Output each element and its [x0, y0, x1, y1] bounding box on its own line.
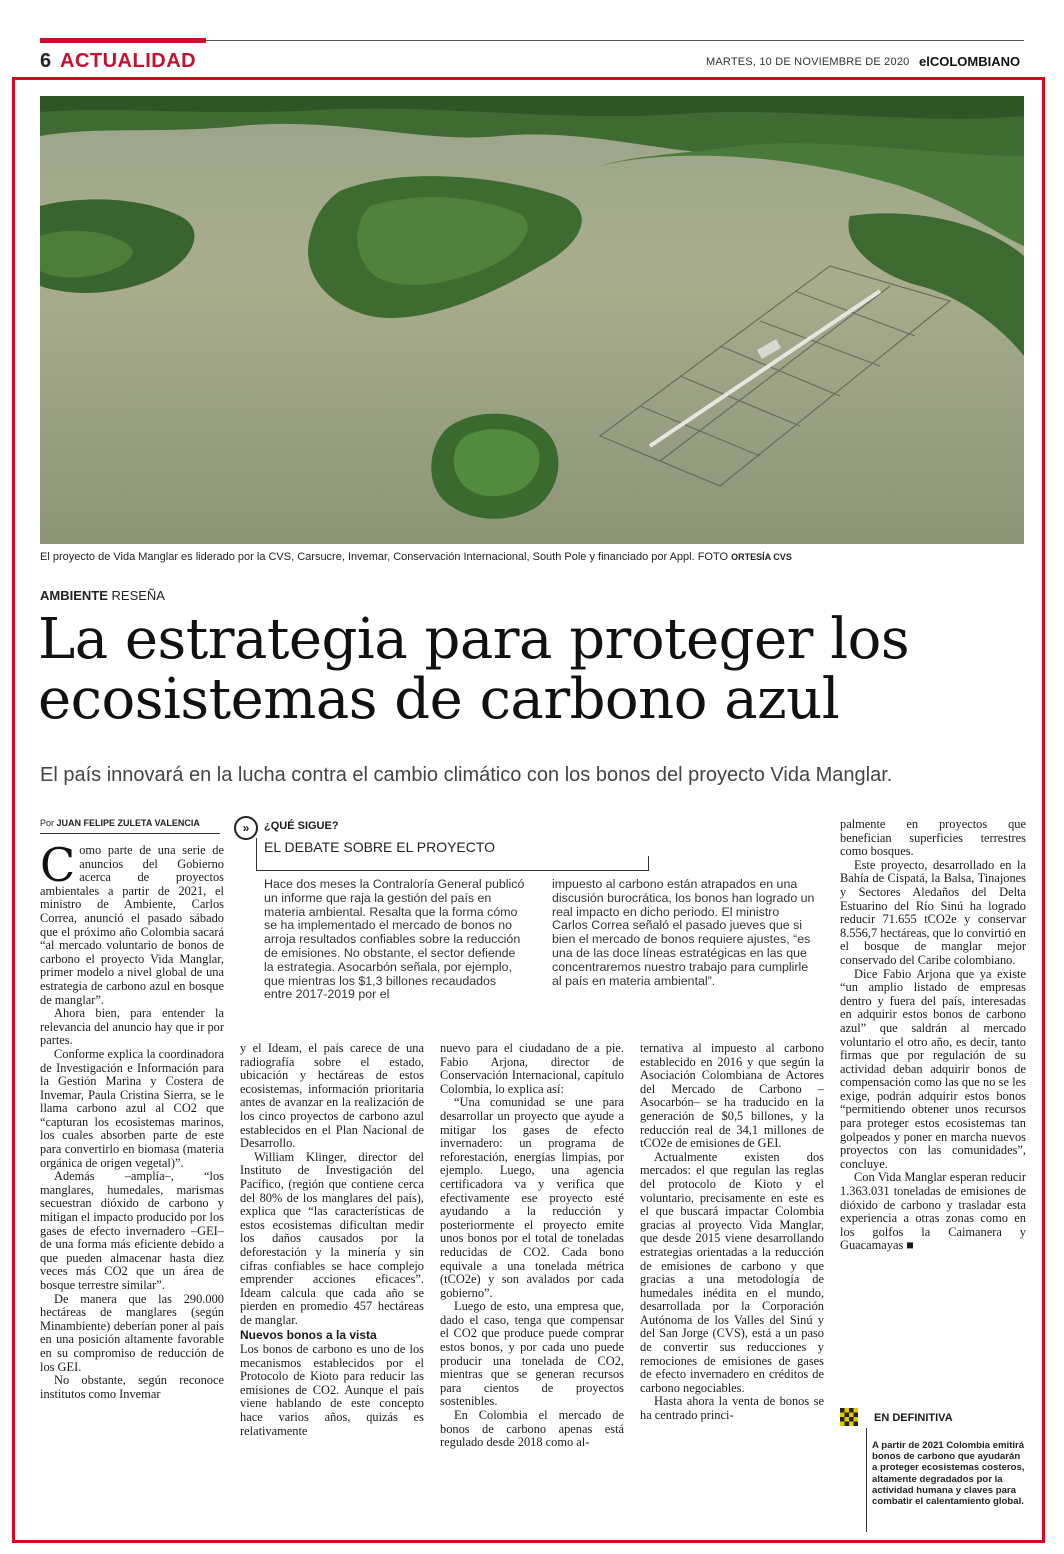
article-column-3: [440, 1042, 624, 1450]
paragraph: ternativa al impuesto al carbono establecido en 2016 y que según la Asociación Colombiana de Actores del Mercado de Carbono –Asocarbón– se ha traducido en la generación de $0,5 billones, y la reducción real de 34,1 millones de tCO2e de emisiones de GEI.: [640, 1041, 824, 1151]
photo-caption: [40, 551, 1024, 563]
article-subhead: El país innovará en la lucha contra el cambio climático con los bonos del proyecto Vida Manglar.: [40, 764, 893, 786]
page-number: 6: [40, 50, 52, 72]
section-accent-bar: [40, 38, 206, 43]
checker-icon: [840, 1408, 858, 1426]
paragraph: Ahora bien, para entender la relevancia del anuncio hay que ir por partes.: [40, 1006, 224, 1048]
publication-date: MARTES, 10 DE NOVIEMBRE DE 2020: [706, 56, 910, 68]
paragraph: No obstante, según reconoce institutos como Invemar: [40, 1373, 224, 1401]
sidebox-text-right: impuesto al carbono están atrapados en una discusión burocrática, los bonos han logrado un real impacto en dicho periodo. El ministro Carlos Correa señaló el pasado jueves que si bien el mercado de bonos requiere ajustes, “es una de las doce líneas estratégicas en las que concentraremos nuestro trabajo para cumplirle al país en materia ambiental”.: [552, 877, 815, 988]
paragraph: Actualmente existen dos mercados: el que regulan las reglas del protocolo de Kioto y el voluntario, precisamente en este es el que buscará impactar Colombia gracias al proyecto Vida Manglar, que desde 2015 viene desarrollando estrategias orientadas a la reducción de emisiones de carbono y que gracias a una metodología de humedales inédita en el mundo, desarrollada por la Corporación Autónoma de los Valles del Sinú y del San Jorge (CVS), está a un paso de convertir sus reducciones y remociones de emisiones de gases de efecto invernadero en créditos de carbono negociables.: [640, 1149, 824, 1395]
byline: [40, 818, 200, 828]
endbox-text: A partir de 2021 Colombia emitirá bonos de carbono que ayudarán a proteger ecosistemas costeros, altamente degradados por la actividad humana y claves para combatir el calentamiento global.: [872, 1440, 1025, 1508]
paragraph: Conforme explica la coordinadora de Investigación e Información para la Gestión Marina y Costera de Invemar, Paula Cristina Sierra, se le llama carbono azul al CO2 que “capturan los ecosistemas marinos, los cuales absorben parte de este para convertirlo en biomasa (materia orgánica de origen vegetal)”.: [40, 1046, 224, 1170]
paragraph: y el Ideam, el país carece de una radiografía sobre el estado, ubicación y hectáreas de estos ecosistemas, información prioritaria antes de avanzar en la realización de los cinco proyectos de carbono azul establecidos en el Plan Nacional de Desarrollo.: [240, 1041, 424, 1151]
paragraph: nuevo para el ciudadano de a pie. Fabio Arjona, director de Conservación Internacional, capítulo Colombia, lo explica así:: [440, 1041, 624, 1096]
sidebox-rule: [256, 838, 257, 870]
caption-text: El proyecto de Vida Manglar es liderado por la CVS, Carsucre, Invemar, Conservación Internacional, South Pole y financiado por Appl. FOTO: [40, 551, 732, 563]
sidebox-label: ¿QUÉ SIGUE?: [264, 820, 339, 832]
byline-rule: [40, 833, 220, 834]
sidebox-title: EL DEBATE SOBRE EL PROYECTO: [264, 839, 496, 855]
paragraph: De manera que las 290.000 hectáreas de manglares (según Minambiente) deberían poner al país en una posición altamente favorable en su compromiso de reducción de los GEI.: [40, 1291, 224, 1374]
article-kicker: [40, 588, 165, 603]
paragraph: palmente en proyectos que benefician superficies terrestres como bosques.: [840, 817, 1026, 859]
paragraph: William Klinger, director del Instituto de Investigación del Pacífico, (región que contiene cerca del 80% de los manglares del país), explica que “las características de estos ecosistemas dificultan medir los daños causados por la deforestación y la minería y sin cifras confiables se hace complejo emprender acciones eficaces”. Ideam calcula que cada año se pierden en promedio 457 hectáreas de manglar.: [240, 1149, 424, 1327]
paragraph: Hasta ahora la venta de bonos se ha centrado princi-: [640, 1394, 824, 1423]
masthead-logo: elCOLOMBIANO: [919, 54, 1021, 69]
paragraph: Los bonos de carbono es uno de los mecanismos establecidos por el Protocolo de Kioto para reducir las emisiones de CO2. Aunque el país viene hablando de este concepto hace varios años, quizás es relativamente: [240, 1342, 424, 1438]
paragraph: En Colombia el mercado de bonos de carbono apenas está regulado desde 2018 como al-: [440, 1408, 624, 1450]
kicker-section: AMBIENTE: [40, 588, 108, 603]
paragraph: “Una comunidad se une para desarrollar un proyecto que ayude a mitigar los gases de efecto invernadero: un programa de reforestación, energías limpias, por ejemplo. Luego, una agencia certificadora va y verifica que efectivamente ese proyecto esté ayudando a la reducción y posteriormente el proyecto emite unos bonos por el total de toneladas reducidas de CO2. Cada bono equivale a una tonelada métrica (tCO2e) y son avalados por cada gobierno”.: [440, 1095, 624, 1300]
sidebox-rule: [256, 870, 648, 871]
sidebox-text-left: Hace dos meses la Contraloría General publicó un informe que raja la gestión del país en materia ambiental. Resalta que la forma cómo se ha implementado el mercado de bonos no arroja resultados confiables sobre la reducción de emisiones. No obstante, el sector defiende la estrategia. Asocarbón señala, por ejemplo, que mientras los $1,3 billones recaudados entre 2017-2019 por el: [264, 877, 525, 1002]
byline-prefix: Por: [40, 818, 55, 828]
que-sigue-box: [234, 816, 815, 1036]
paragraph: Con Vida Manglar esperan reducir 1.363.031 toneladas de emisiones de dióxido de carbono y trasladar esta experiencia a otras zonas como en los golfos la Caimanera y Guacamayas ■: [840, 1170, 1026, 1253]
paragraph: Este proyecto, desarrollado en la Bahía de Cispatá, la Balsa, Tinajones y Sectores Aledaños del Delta Estuarino del Río Sinú ha logrado reducir 71.655 tCO2e y conservar 8.556,7 hectáreas, que lo convirtió en el bosque de manglar mejor conservado del Caribe colombiano.: [840, 857, 1026, 967]
en-definitiva-box: [840, 1408, 1026, 1532]
dropcap: C: [40, 838, 76, 892]
byline-author: JUAN FELIPE ZULETA VALENCIA: [56, 818, 200, 828]
endbox-rule: [866, 1428, 867, 1532]
section-subtitle: Nuevos bonos a la vista: [240, 1328, 377, 1343]
article-headline: La estrategia para proteger los ecosistemas de carbono azul: [38, 607, 910, 732]
paragraph: Además –amplía–, “los manglares, humedales, marismas secuestran dióxido de carbono y mitigan el impacto producido por los gases de efecto invernadero –GEI– de una forma más eficiente debido a que pueden almacenar hasta diez veces más CO2 que un área de bosque terrestre similar”.: [40, 1169, 224, 1292]
paragraph: [40, 838, 224, 1007]
double-chevron-icon: »: [234, 816, 258, 840]
paragraph-text: omo parte de una serie de anuncios del Gobierno acerca de proyectos ambientales a partir de 2021, el ministro de Ambiente, Carlos Correa, anunció el pasado sábado que el próximo año Colombia sacará “al mercado voluntario de bonos de carbono el proyecto Vida Manglar, primer modelo a nivel global de una estrategia de carbono azul en bosque de manglar”.: [40, 843, 224, 1007]
paragraph: Luego de esto, una empresa que, dado el caso, tenga que compensar el CO2 que produce puede comprar estos bonos, y por cada uno puede producir una tonelada de CO2, mientras que se generan recursos para cientos de proyectos sostenibles.: [440, 1299, 624, 1409]
article-column-4: [640, 1042, 824, 1423]
paragraph: Dice Fabio Arjona que ya existe “un amplio listado de empresas dentro y fuera del país, interesadas en adquirir estos bonos de carbono azul” que saldrán al mercado voluntario el otro año, es decir, tanto firmas que por regulación de su actividad deban adquirir bonos de compensación como las que no se les exige, podrán adquirir estos bonos “permitiendo obtener unos recursos para proteger estos ecosistemas tan golpeados y poner en marcha nuevos proyectos con las comunidades”, concluye.: [840, 966, 1026, 1171]
section-name: ACTUALIDAD: [60, 50, 197, 72]
kicker-type: RESEÑA: [111, 588, 165, 603]
endbox-title: EN DEFINITIVA: [874, 1412, 953, 1424]
photo-credit: ORTESÍA CVS: [731, 552, 792, 562]
article-column-1: [40, 838, 224, 1401]
sidebox-rule: [648, 856, 649, 871]
article-column-5: [840, 818, 1026, 1253]
mangrove-aerial-photo: [40, 96, 1024, 544]
article-column-2: [240, 1042, 424, 1438]
